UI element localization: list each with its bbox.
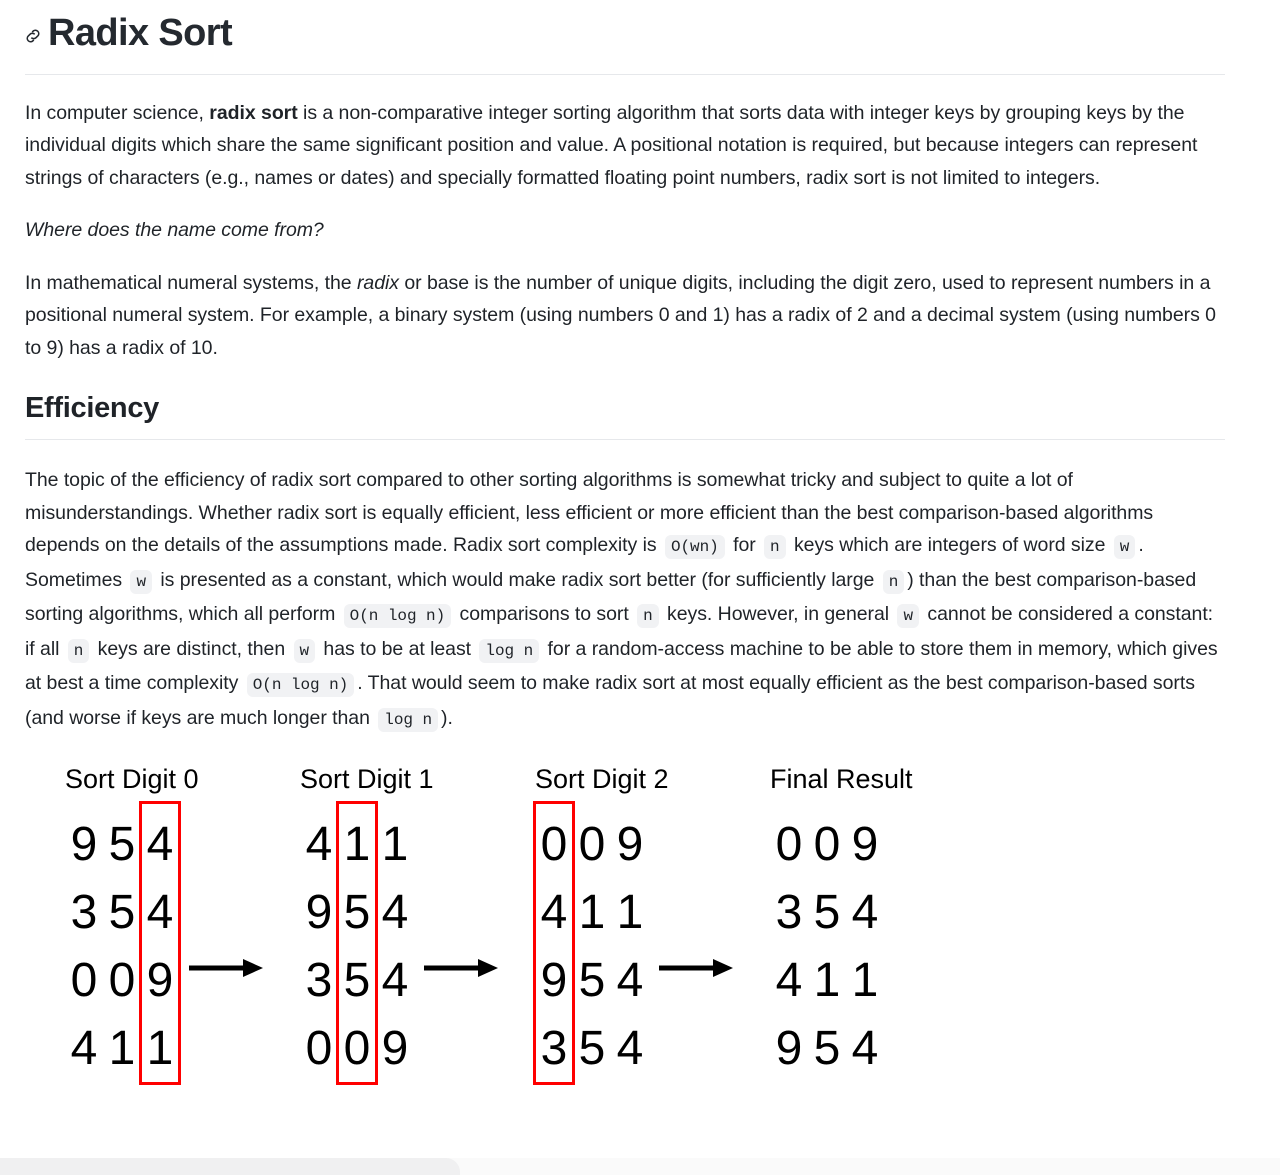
figure-number-list [300, 811, 414, 1083]
figure-digit: 5 [343, 954, 371, 1008]
figure-digit: 4 [775, 954, 803, 1008]
figure-digit: 4 [851, 1022, 879, 1076]
figure-digit: 4 [540, 886, 568, 940]
code-o-wn: O(wn) [665, 535, 725, 559]
intro-bold-term: radix sort [209, 101, 298, 124]
figure-number-row [770, 879, 884, 947]
code-n-4: n [68, 639, 90, 663]
figure-digit: 9 [540, 954, 568, 1008]
figure-column [535, 764, 669, 1083]
code-o-n-log-n-1: O(n log n) [344, 604, 452, 628]
figure-digit: 4 [616, 1022, 644, 1076]
figure-digit: 5 [108, 886, 136, 940]
intro-text-2: is a non-comparative integer sorting algorithm that sorts data with integer keys by grouping keys by the individual digits which share the same significant position and value. A positional notation is required, but because integers can represent strings of characters (e.g., names or dates) and specially formatted floating point numbers, radix sort is not limited to integers. [25, 101, 1198, 189]
code-log-n-1: log n [479, 639, 539, 663]
figure-digit: 0 [108, 954, 136, 1008]
figure-number-row [65, 947, 179, 1015]
right-arrow-icon [422, 955, 500, 986]
figure-number-row [300, 947, 414, 1015]
figure-number-row [300, 1015, 414, 1083]
right-arrow-icon [187, 955, 265, 986]
eff-text-12: for a random-access machine to be able to store them in memory, which gives at best a time complexity [25, 637, 1218, 695]
figure-digit: 4 [146, 886, 174, 940]
figure-digit: 5 [813, 1022, 841, 1076]
figure-number-row [770, 947, 884, 1015]
code-n-2: n [883, 570, 905, 594]
figure-number-row [65, 811, 179, 879]
page-title: Radix Sort [48, 12, 233, 54]
figure-number-list [65, 811, 179, 1083]
figure-digit: 0 [813, 818, 841, 872]
figure-digit: 4 [381, 954, 409, 1008]
figure-number-list [770, 811, 884, 1083]
question-text: Where does the name come from? [25, 219, 324, 242]
eff-text-8: keys. However, in general [661, 603, 895, 626]
eff-text-4: . Sometimes [25, 534, 1144, 591]
figure-digit: 4 [381, 886, 409, 940]
figure-digit: 1 [343, 818, 371, 872]
figure-number-list [535, 811, 649, 1083]
figure-number-row [535, 1015, 649, 1083]
link-icon[interactable] [22, 23, 44, 49]
code-o-n-log-n-2: O(n log n) [247, 673, 355, 697]
code-w-1: w [1114, 535, 1136, 559]
code-log-n-2: log n [378, 708, 438, 732]
figure-digit: 5 [108, 818, 136, 872]
figure-digit: 0 [578, 818, 606, 872]
eff-text-5: is presented as a constant, which would make radix sort better (for sufficiently large [155, 568, 880, 591]
figure-digit: 5 [813, 886, 841, 940]
figure-digit: 0 [305, 1022, 333, 1076]
intro-text-1: In computer science, [25, 101, 210, 124]
figure-column [300, 764, 434, 1083]
figure-digit: 9 [616, 818, 644, 872]
figure-column-label: Final Result [770, 764, 913, 795]
figure-digit: 1 [146, 1022, 174, 1076]
radix-text-1: In mathematical numeral systems, the [25, 271, 357, 294]
figure-digit: 1 [851, 954, 879, 1008]
figure-digit: 9 [851, 818, 879, 872]
footer-chip [0, 1158, 460, 1175]
radix-definition-paragraph [25, 267, 1225, 365]
figure-digit: 5 [578, 1022, 606, 1076]
figure-number-row [535, 879, 649, 947]
eff-text-14: ). [441, 706, 453, 729]
code-w-3: w [897, 604, 919, 628]
figure-digit: 1 [578, 886, 606, 940]
code-n-1: n [764, 535, 786, 559]
figure-digit: 5 [343, 886, 371, 940]
code-w-4: w [294, 639, 316, 663]
figure-digit: 4 [305, 818, 333, 872]
figure-digit: 0 [70, 954, 98, 1008]
figure-digit: 4 [70, 1022, 98, 1076]
eff-text-3: keys which are integers of word size [788, 534, 1111, 557]
figure-number-row [300, 811, 414, 879]
figure-digit: 1 [108, 1022, 136, 1076]
figure-digit: 9 [381, 1022, 409, 1076]
question-paragraph [25, 214, 1225, 247]
eff-text-7: comparisons to sort [454, 603, 635, 626]
figure-digit: 4 [146, 818, 174, 872]
efficiency-paragraph [25, 464, 1225, 736]
figure-digit: 1 [813, 954, 841, 1008]
intro-paragraph [25, 97, 1225, 195]
figure-column [770, 764, 913, 1083]
figure-column-label: Sort Digit 1 [300, 764, 434, 795]
figure-column-label: Sort Digit 0 [65, 764, 199, 795]
eff-text-6: ) than the best comparison-based sorting algorithms, which all perform [25, 568, 1197, 626]
figure-digit: 3 [540, 1022, 568, 1076]
section-heading-efficiency: Efficiency [25, 392, 159, 425]
eff-text-10: keys are distinct, then [92, 637, 291, 660]
figure-digit: 9 [775, 1022, 803, 1076]
figure-digit: 1 [381, 818, 409, 872]
figure-digit: 4 [851, 886, 879, 940]
figure-number-row [535, 947, 649, 1015]
figure-digit: 5 [578, 954, 606, 1008]
figure-canvas [45, 766, 945, 1096]
figure-digit: 0 [540, 818, 568, 872]
figure-number-row [300, 879, 414, 947]
right-arrow-icon [657, 955, 735, 986]
radix-sort-figure [25, 766, 1225, 1096]
eff-text-11: has to be at least [318, 637, 477, 660]
figure-number-row [65, 879, 179, 947]
eff-text-13: . That would seem to make radix sort at most equally efficient as the best comparison-based sorts (and worse if keys are much longer than [25, 672, 1195, 729]
figure-number-row [535, 811, 649, 879]
eff-text-1: The topic of the efficiency of radix sort compared to other sorting algorithms is somewhat tricky and subject to quite a lot of misunderstandings. Whether radix sort is equally efficient, less efficient or more efficient than the best comparison-based algorithms depends on the details of the assumptions made. Radix sort complexity is [25, 469, 1154, 557]
figure-digit: 0 [775, 818, 803, 872]
figure-number-row [770, 1015, 884, 1083]
figure-digit: 1 [616, 886, 644, 940]
footer-band [0, 1158, 1280, 1175]
figure-digit: 4 [616, 954, 644, 1008]
figure-digit: 9 [70, 818, 98, 872]
figure-digit: 0 [343, 1022, 371, 1076]
figure-digit: 3 [70, 886, 98, 940]
page-header [25, 0, 1225, 56]
figure-digit: 3 [305, 954, 333, 1008]
figure-number-row [65, 1015, 179, 1083]
figure-digit: 9 [305, 886, 333, 940]
figure-digit: 9 [146, 954, 174, 1008]
figure-column-label: Sort Digit 2 [535, 764, 669, 795]
eff-text-2: for [727, 534, 762, 557]
figure-column [65, 764, 199, 1083]
figure-number-row [770, 811, 884, 879]
code-n-3: n [637, 604, 659, 628]
radix-italic-term: radix [356, 271, 399, 294]
eff-text-9: cannot be considered a constant: if all [25, 603, 1214, 660]
radix-text-2: or base is the number of unique digits, including the digit zero, used to represent numbers in a positional numeral system. For example, a binary system (using numbers 0 and 1) has a radix of 2 and a decimal system (using numbers 0 to 9) has a radix of 10. [25, 271, 1216, 359]
code-w-2: w [130, 570, 152, 594]
figure-digit: 3 [775, 886, 803, 940]
